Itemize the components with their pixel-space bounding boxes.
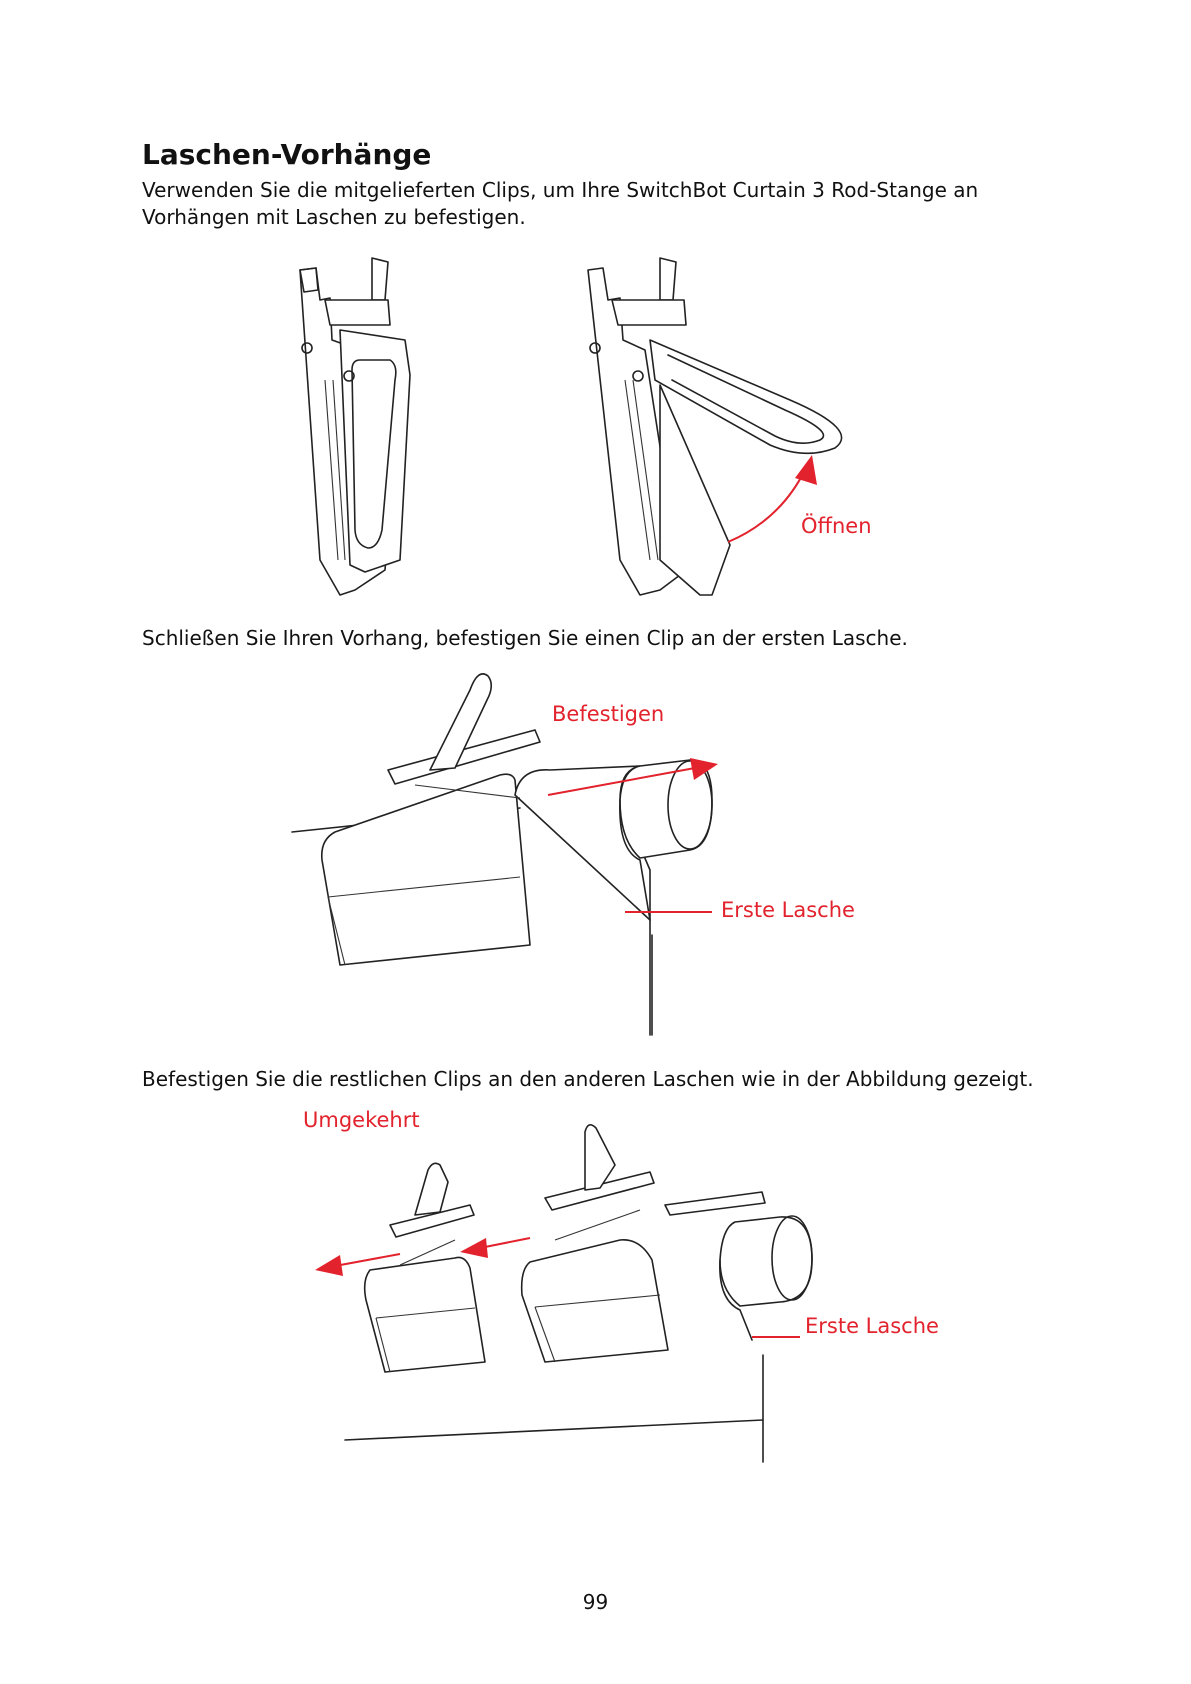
label-reversed: Umgekehrt [303,1108,420,1132]
step-1-text: Schließen Sie Ihren Vorhang, befestigen Sie einen Clip an der ersten Lasche. [142,626,908,650]
label-first-tab-fig3: Erste Lasche [805,1314,939,1338]
label-attach: Befestigen [552,702,665,726]
section-title: Laschen-Vorhänge [142,138,432,171]
page-number: 99 [582,1590,609,1614]
step-2-text: Befestigen Sie die restlichen Clips an den anderen Laschen wie in der Abbildung gezeigt. [142,1067,1034,1091]
label-open: Öffnen [801,514,872,538]
intro-line-1: Verwenden Sie die mitgelieferten Clips, um Ihre SwitchBot Curtain 3 Rod-Stange an [142,178,979,202]
label-first-tab-fig2: Erste Lasche [721,898,855,922]
intro-line-2: Vorhängen mit Laschen zu befestigen. [142,205,526,229]
